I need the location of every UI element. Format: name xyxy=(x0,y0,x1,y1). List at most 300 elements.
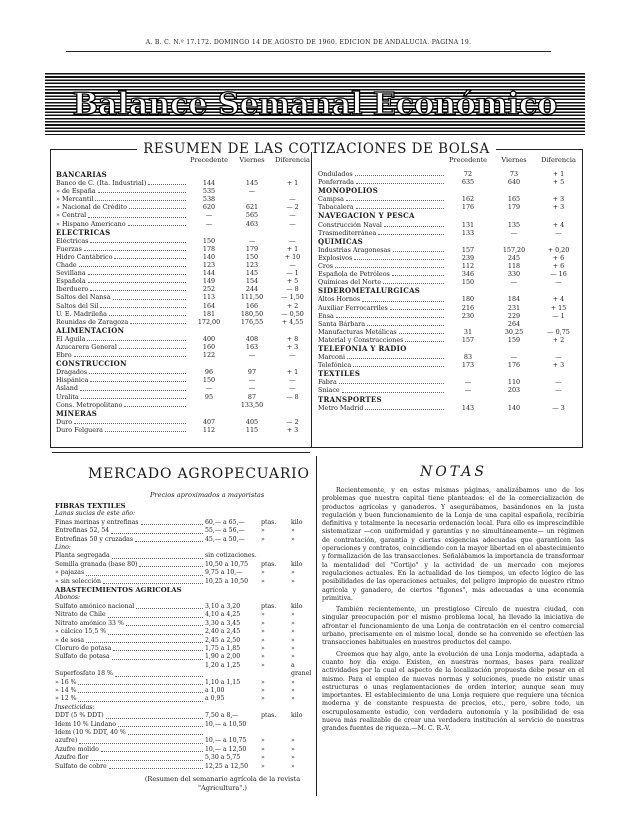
stock-name-cell xyxy=(318,278,446,286)
agro-price-row xyxy=(55,754,310,762)
product-name-cell xyxy=(55,603,205,611)
stock-name: » de España xyxy=(56,187,96,196)
viernes-value: 73 xyxy=(509,170,519,178)
diferencia-value: + 3 xyxy=(552,195,565,204)
precedente-value: 157 xyxy=(461,335,475,344)
dot-leader xyxy=(90,242,186,243)
dot-leader xyxy=(126,625,203,626)
product-name-cell xyxy=(55,527,205,535)
stock-name: Santa Bárbara xyxy=(318,319,366,328)
currency-unit: » xyxy=(261,754,265,762)
currency-unit: ptas. xyxy=(261,560,277,568)
agro-price-row xyxy=(55,603,310,611)
stock-name-cell xyxy=(318,221,446,229)
viernes-value: 87 xyxy=(247,392,257,401)
weight-unit: » xyxy=(291,745,295,753)
diferencia-value: — xyxy=(289,195,296,204)
dot-leader xyxy=(114,258,186,259)
diferencia-value: + 4 xyxy=(552,295,565,304)
table-section-heading: TRANSPORTES xyxy=(318,394,382,404)
weight-unit: » xyxy=(291,762,295,770)
product-name: Sulfato amónico nacional xyxy=(55,602,135,610)
diferencia-value: + 8 xyxy=(286,334,299,343)
agro-price-row xyxy=(55,737,310,745)
price-range: 1,75 a 1,85 xyxy=(205,644,241,652)
bolsa-table-left xyxy=(56,156,311,434)
weight-unit: » xyxy=(291,678,295,686)
stock-name: Químicas del Norte xyxy=(318,278,381,287)
stock-name: Ebro xyxy=(56,351,72,360)
product-name: Cloruro de potasa xyxy=(55,644,112,652)
stock-name: Construcción Naval xyxy=(318,220,382,229)
agro-subheading: Lino: xyxy=(55,544,71,552)
price-range: 10,25 a 10,50 xyxy=(205,577,249,585)
table-section-heading: MONOPOLIOS xyxy=(318,186,379,196)
stock-name-cell xyxy=(318,386,446,394)
product-name: Azufre molido xyxy=(55,745,99,753)
price-range xyxy=(205,729,261,737)
table-row xyxy=(318,229,581,237)
agro-price-row xyxy=(55,527,310,535)
weight-unit: a granel xyxy=(291,661,312,678)
table-row xyxy=(318,270,581,278)
precedente-value: 400 xyxy=(202,334,216,343)
dot-leader xyxy=(354,259,444,260)
price-range: 10,— a 10,50 xyxy=(205,720,247,728)
product-name-cell xyxy=(55,729,205,737)
stock-name-cell xyxy=(318,361,446,369)
diferencia-value: — 8 xyxy=(286,285,299,294)
stock-name: Ondulados xyxy=(318,170,353,178)
currency-unit: » xyxy=(261,577,265,585)
diferencia-value: — 2 xyxy=(286,203,299,212)
stock-name-cell xyxy=(318,295,446,303)
stock-name-cell xyxy=(318,312,446,320)
dot-leader xyxy=(365,409,444,410)
header-rule xyxy=(66,51,551,52)
weight-unit xyxy=(291,552,310,560)
weight-unit: kilo xyxy=(291,518,303,526)
dot-leader xyxy=(79,743,203,744)
product-name-cell xyxy=(55,637,205,645)
stock-name-cell xyxy=(318,353,446,361)
agro-price-row xyxy=(55,721,310,729)
viernes-value: 184 xyxy=(507,295,521,304)
product-name-cell xyxy=(55,679,205,687)
table-row xyxy=(318,328,581,336)
bolsa-table-right xyxy=(318,156,581,412)
table-section-heading: TEXTILES xyxy=(318,369,361,379)
bolsa-column-divider xyxy=(311,152,312,448)
table-row xyxy=(56,335,311,343)
price-range: 1,20 a 1,25 xyxy=(205,661,241,669)
precedente-value: — xyxy=(464,378,472,387)
table-row xyxy=(56,211,311,219)
viernes-value: 203 xyxy=(507,386,521,395)
notas-title: NOTAS xyxy=(420,464,488,480)
product-name-cell xyxy=(55,721,205,729)
product-name-cell xyxy=(55,662,205,679)
dot-leader xyxy=(88,282,186,283)
stock-name-cell xyxy=(56,187,188,195)
agro-subheading: Lanas sucias de este año: xyxy=(55,510,136,518)
diferencia-value: — 0,75 xyxy=(547,327,570,336)
weight-unit: » xyxy=(291,754,295,762)
table-section-heading: MINERAS xyxy=(56,408,98,418)
dot-leader xyxy=(88,217,186,218)
stock-name: Auxiliar Ferrocarriles xyxy=(318,303,388,312)
dot-leader xyxy=(367,325,444,326)
product-name: Nitrato amónico 33 % xyxy=(55,619,124,627)
viernes-value: 264 xyxy=(507,319,521,328)
table-row xyxy=(56,203,311,211)
dot-leader xyxy=(128,734,203,735)
diferencia-value: + 3 xyxy=(552,361,565,370)
stock-name-cell xyxy=(56,310,188,318)
precedente-value: 122 xyxy=(202,351,216,360)
currency-unit: » xyxy=(261,686,265,694)
precedente-value: 150 xyxy=(202,236,216,245)
diferencia-value: — 16 xyxy=(550,270,567,279)
precedente-value: 160 xyxy=(202,342,216,351)
weight-unit: » xyxy=(291,737,295,745)
dot-leader xyxy=(74,423,186,424)
stock-name: Hispánica xyxy=(56,376,89,385)
diferencia-value: — 8 xyxy=(286,392,299,401)
precedente-value: 178 xyxy=(202,244,216,253)
agro-price-row xyxy=(55,687,310,695)
agro-price-row xyxy=(55,611,310,619)
viernes-value: 163 xyxy=(245,342,259,351)
viernes-value: 135 xyxy=(507,220,521,229)
table-row xyxy=(56,418,311,426)
section-rule xyxy=(52,452,310,453)
col-precedente: Precedente xyxy=(448,156,487,164)
precedente-value: 133 xyxy=(461,228,475,237)
dot-leader xyxy=(378,234,444,235)
stock-name: Uralita xyxy=(56,392,79,401)
diferencia-value: — xyxy=(555,378,562,387)
viernes-value: 115 xyxy=(245,425,259,434)
dot-leader xyxy=(135,541,203,542)
dot-leader xyxy=(342,392,444,393)
viernes-value: 118 xyxy=(507,262,521,271)
agro-title: MERCADO AGROPECUARIO xyxy=(88,466,310,482)
stock-name: Azucarera General xyxy=(56,342,117,351)
price-range: a 1,00 xyxy=(205,686,225,694)
precedente-value: 538 xyxy=(202,195,216,204)
precedente-value: 150 xyxy=(202,376,216,385)
agro-footer: (Resumen del semanario agrícola de la revista "Agricultura".) xyxy=(144,775,301,792)
stock-name: Industrias Aragonesas xyxy=(318,245,391,254)
dot-leader xyxy=(113,650,203,651)
dot-leader xyxy=(78,684,203,685)
stock-name-cell xyxy=(318,195,446,203)
diferencia-value: — xyxy=(289,261,296,270)
precedente-value: 149 xyxy=(202,277,216,286)
currency-unit: » xyxy=(261,611,265,619)
currency-unit: » xyxy=(261,695,265,703)
product-name-cell xyxy=(55,712,205,720)
precedente-value: — xyxy=(464,386,472,395)
currency-unit: » xyxy=(261,628,265,636)
stock-name-cell xyxy=(56,426,188,434)
viernes-value: 165 xyxy=(507,195,521,204)
table-row xyxy=(318,320,581,328)
table-row xyxy=(318,262,581,270)
stock-name-cell xyxy=(318,262,446,270)
stock-name-cell xyxy=(56,302,188,310)
currency-unit: » xyxy=(261,569,265,577)
table-row xyxy=(318,336,581,344)
viernes-value: 565 xyxy=(245,211,259,220)
price-range: 12,25 a 12,50 xyxy=(205,762,249,770)
dot-leader xyxy=(100,307,186,308)
precedente-value: — xyxy=(205,211,213,220)
weight-unit: » xyxy=(291,628,295,636)
stock-name: Sevillana xyxy=(56,269,86,278)
table-row xyxy=(56,237,311,245)
precedente-value: 150 xyxy=(461,278,475,287)
table-section-heading: CONSTRUCCION xyxy=(56,359,127,369)
stock-name-cell xyxy=(56,343,188,351)
dot-leader xyxy=(112,558,203,559)
table-row xyxy=(56,393,311,401)
precedente-value: 144 xyxy=(202,179,216,188)
table-row xyxy=(318,178,581,186)
dot-leader xyxy=(405,341,444,342)
viernes-value: 640 xyxy=(507,178,521,187)
agro-subheading: Insecticidas: xyxy=(55,703,95,711)
viernes-value: 123 xyxy=(245,261,259,270)
price-range: 2,40 a 2,45 xyxy=(205,628,241,636)
product-name-cell xyxy=(55,561,205,569)
currency-unit: » xyxy=(261,762,265,770)
stock-name: Banco de C. (Ita. Industrial) xyxy=(56,179,147,188)
stock-name: Española de Petróleos xyxy=(318,270,390,279)
stock-name: Saltos del Nansa xyxy=(56,293,111,302)
notas-body xyxy=(322,487,584,737)
dot-leader xyxy=(355,175,444,176)
stock-name: Telefónica xyxy=(318,361,352,370)
stock-name-cell xyxy=(318,170,446,178)
stock-name: U. E. Madrileña xyxy=(56,309,107,318)
dot-leader xyxy=(79,266,186,267)
product-name: » 12 % xyxy=(55,695,77,703)
diferencia-value: — xyxy=(289,211,296,220)
stock-name-cell xyxy=(56,203,188,211)
agro-price-row xyxy=(55,645,310,653)
stock-name: Saltos del Sil xyxy=(56,301,99,310)
currency-unit: » xyxy=(261,661,265,669)
dot-leader xyxy=(139,566,203,567)
diferencia-value: — xyxy=(289,219,296,228)
viernes-value: 408 xyxy=(245,334,259,343)
table-row xyxy=(56,376,311,384)
stock-name: Metro Madrid xyxy=(318,403,364,412)
dot-leader xyxy=(339,383,444,384)
diferencia-value: — 1,50 xyxy=(281,293,304,302)
table-row xyxy=(56,426,311,434)
stock-name: Asland xyxy=(56,384,78,393)
stock-name: Fuerzas xyxy=(56,244,82,253)
weight-unit: » xyxy=(291,686,295,694)
table-row xyxy=(56,269,311,277)
viernes-value: 621 xyxy=(245,203,259,212)
diferencia-value: — xyxy=(555,228,562,237)
precedente-value: 140 xyxy=(202,252,216,261)
bolsa-title: RESUMEN DE LAS COTIZACIONES DE BOLSA xyxy=(143,141,490,157)
table-row xyxy=(318,361,581,369)
table-row xyxy=(56,293,311,301)
dot-leader xyxy=(392,275,444,276)
precedente-value: 407 xyxy=(202,417,216,426)
agro-price-row xyxy=(55,729,310,737)
product-name: Sulfato de potasa xyxy=(55,653,110,661)
viernes-value: 180,50 xyxy=(240,309,264,318)
price-range: 10,50 a 10,75 xyxy=(205,560,249,568)
stock-name-cell xyxy=(56,253,188,261)
dot-leader xyxy=(86,575,203,576)
viernes-value: — xyxy=(510,228,518,237)
dot-leader xyxy=(148,184,186,185)
stock-name-cell xyxy=(56,293,188,301)
diferencia-value: + 6 xyxy=(552,262,565,271)
stock-name: Reunidas de Zaragoza xyxy=(56,317,129,326)
weight-unit: » xyxy=(291,569,295,577)
dot-leader xyxy=(90,760,203,761)
dot-leader xyxy=(347,358,444,359)
stock-name: Duro xyxy=(56,417,73,426)
product-name-cell xyxy=(55,653,205,661)
viernes-value: 140 xyxy=(507,403,521,412)
dot-leader xyxy=(88,274,186,275)
table-row xyxy=(56,245,311,253)
currency-unit: » xyxy=(261,636,265,644)
dot-leader xyxy=(118,726,203,727)
table-section-heading: BANCARIAS xyxy=(56,170,108,179)
section-banner xyxy=(45,73,585,135)
dot-leader xyxy=(130,323,186,324)
table-row xyxy=(318,312,581,320)
precedente-value xyxy=(446,320,490,328)
product-name: » cálcico 15,5 % xyxy=(55,628,107,636)
diferencia-value: + 4,55 xyxy=(281,317,304,326)
table-row xyxy=(56,187,311,195)
stock-name-cell xyxy=(318,404,446,412)
precedente-value: 635 xyxy=(461,178,475,187)
dot-leader xyxy=(346,200,444,201)
viernes-value: 176,55 xyxy=(240,317,264,326)
stock-name-cell xyxy=(56,261,188,269)
viernes-value: 231 xyxy=(507,303,521,312)
stock-name: Ensa xyxy=(318,311,334,320)
viernes-value xyxy=(230,195,274,203)
page-header-line: A. B. C. N.º 17.172. DOMINGO 14 DE AGOSTO DE 1960. EDICION DE ANDALUCIA. PAGINA 19. xyxy=(145,39,472,46)
product-name: Idem (10 % DDT, 40 % xyxy=(55,728,126,736)
viernes-value: 150 xyxy=(245,252,259,261)
viernes-value: 159 xyxy=(507,335,521,344)
table-row xyxy=(56,253,311,261)
agro-price-row xyxy=(55,620,310,628)
stock-name-cell xyxy=(318,320,446,328)
diferencia-value: + 10 xyxy=(284,252,301,261)
agro-price-row xyxy=(55,561,310,569)
table-row xyxy=(318,404,581,412)
precedente-value: 173 xyxy=(461,361,475,370)
price-range: sin cotizaciones. xyxy=(205,552,257,560)
price-range: 7,50 a 8,— xyxy=(205,712,239,720)
notas-paragraph: Recientemente, y en estas mismas páginas, analizábamos uno de los problemas que nuestra capital tiene planteados: el de la comercialización de productos agrícolas y ganaderos. Y asegurábamos, basándonos en la justa regulación y buen funcionamiento de la Lonja de una capital española, recibiría definitiva y totalmente la necesaria ordenación local. Para ello es imprescindible sistematizar —con uniformidad y garantías y no simultáneamente— un régimen de contratación, garantía y ciertas exigencias adecuadas que garanticen las operaciones y contratos, coincidiendo con la mayor libertad en el abastecimiento y formalización de las transacciones. Señalábamos la importancia de transformar la mentalidad del "Cortijo" y la actividad de un mercado con mejores regulaciones actuales. En la actualidad de los tiempos, un efecto lógico de las posibilidades de las operaciones actuales, del peligro impropio de nuestro ritmo agrícola y ganadero, de ciertos "figones", más adecuadas a una economía primitiva. xyxy=(322,487,584,602)
agro-price-row xyxy=(55,578,310,586)
diferencia-value: + 3 xyxy=(286,425,299,434)
stock-name-cell xyxy=(318,229,446,237)
dot-leader xyxy=(399,333,444,334)
product-name-cell xyxy=(55,645,205,653)
dot-leader xyxy=(109,768,203,769)
dot-leader xyxy=(384,226,444,227)
agro-subtitle: Precios aproximados a mayoristas xyxy=(150,491,265,499)
price-range: 2,45 a 2,50 xyxy=(205,636,241,644)
stock-name-cell xyxy=(56,368,188,376)
currency-unit: » xyxy=(261,527,265,535)
stock-name: Explosivos xyxy=(318,253,353,262)
dot-leader xyxy=(356,208,444,209)
precedente-value: 230 xyxy=(461,311,475,320)
stock-name: Trasmediterránea xyxy=(318,228,377,237)
dot-leader xyxy=(80,390,186,391)
stock-name-cell xyxy=(56,237,188,245)
diferencia-value: — 3 xyxy=(552,403,565,412)
stock-name-cell xyxy=(56,401,188,409)
precedente-value: 239 xyxy=(461,253,475,262)
product-name-cell xyxy=(55,695,205,703)
agro-price-row xyxy=(55,536,310,544)
product-name-cell xyxy=(55,519,205,527)
diferencia-value: — xyxy=(555,386,562,395)
agro-price-row xyxy=(55,662,310,679)
weight-unit: » xyxy=(291,527,295,535)
currency-unit xyxy=(261,721,291,729)
precedente-value: 144 xyxy=(202,269,216,278)
table-row xyxy=(318,203,581,211)
diferencia-value: — xyxy=(289,236,296,245)
product-name: Idem 10 % Lindano xyxy=(55,720,117,728)
viernes-value: 97 xyxy=(247,368,257,377)
price-range: 55,— a 56,— xyxy=(205,527,245,535)
stock-name-cell xyxy=(56,195,188,203)
stock-name-cell xyxy=(318,203,446,211)
viernes-value: 179 xyxy=(245,244,259,253)
stock-name-cell xyxy=(56,393,188,401)
notas-paragraph: Creemos que hay algo, ante la evolución de una Lonja moderna, adaptada a cuanto hoy día exige. Existen, en nuestras normas, bases para realizar actividades por la cual el aspecto de la localización propuesta debe pesar en el mismo. Para el empleo de nuevas normas y soluciones, puede no existir unas estructuras o unas reglamentaciones de orden interior, aunque sean muy importantes. El establecimiento de una Lonja requiere que requiere una técnica moderna y de constante respuesta de precios, etc., pero, sobre todo, un escrupulosamente estudio, con verdadera autonomía y la posibilidad de esa nueva más realizable de crear una verdadera institución al servicio de nuestras grandes fuentes de riqueza.—M. C. R.-V. xyxy=(322,650,584,733)
agro-price-row xyxy=(55,569,310,577)
product-name-cell xyxy=(55,620,205,628)
price-range: 3,10 a 3,20 xyxy=(205,602,241,610)
dot-leader xyxy=(383,283,444,284)
viernes-value: — xyxy=(248,236,256,245)
precedente-value: 83 xyxy=(463,353,473,362)
dot-leader xyxy=(89,373,186,374)
product-name-cell xyxy=(55,611,205,619)
price-range: 45,— a 50,— xyxy=(205,535,245,543)
stock-name: » Hispano Americano xyxy=(56,219,126,228)
viernes-value: 145 xyxy=(245,269,259,278)
dot-leader xyxy=(103,583,203,584)
precedente-value: 346 xyxy=(461,270,475,279)
product-name: azufre) xyxy=(55,737,78,745)
dot-leader xyxy=(335,267,444,268)
